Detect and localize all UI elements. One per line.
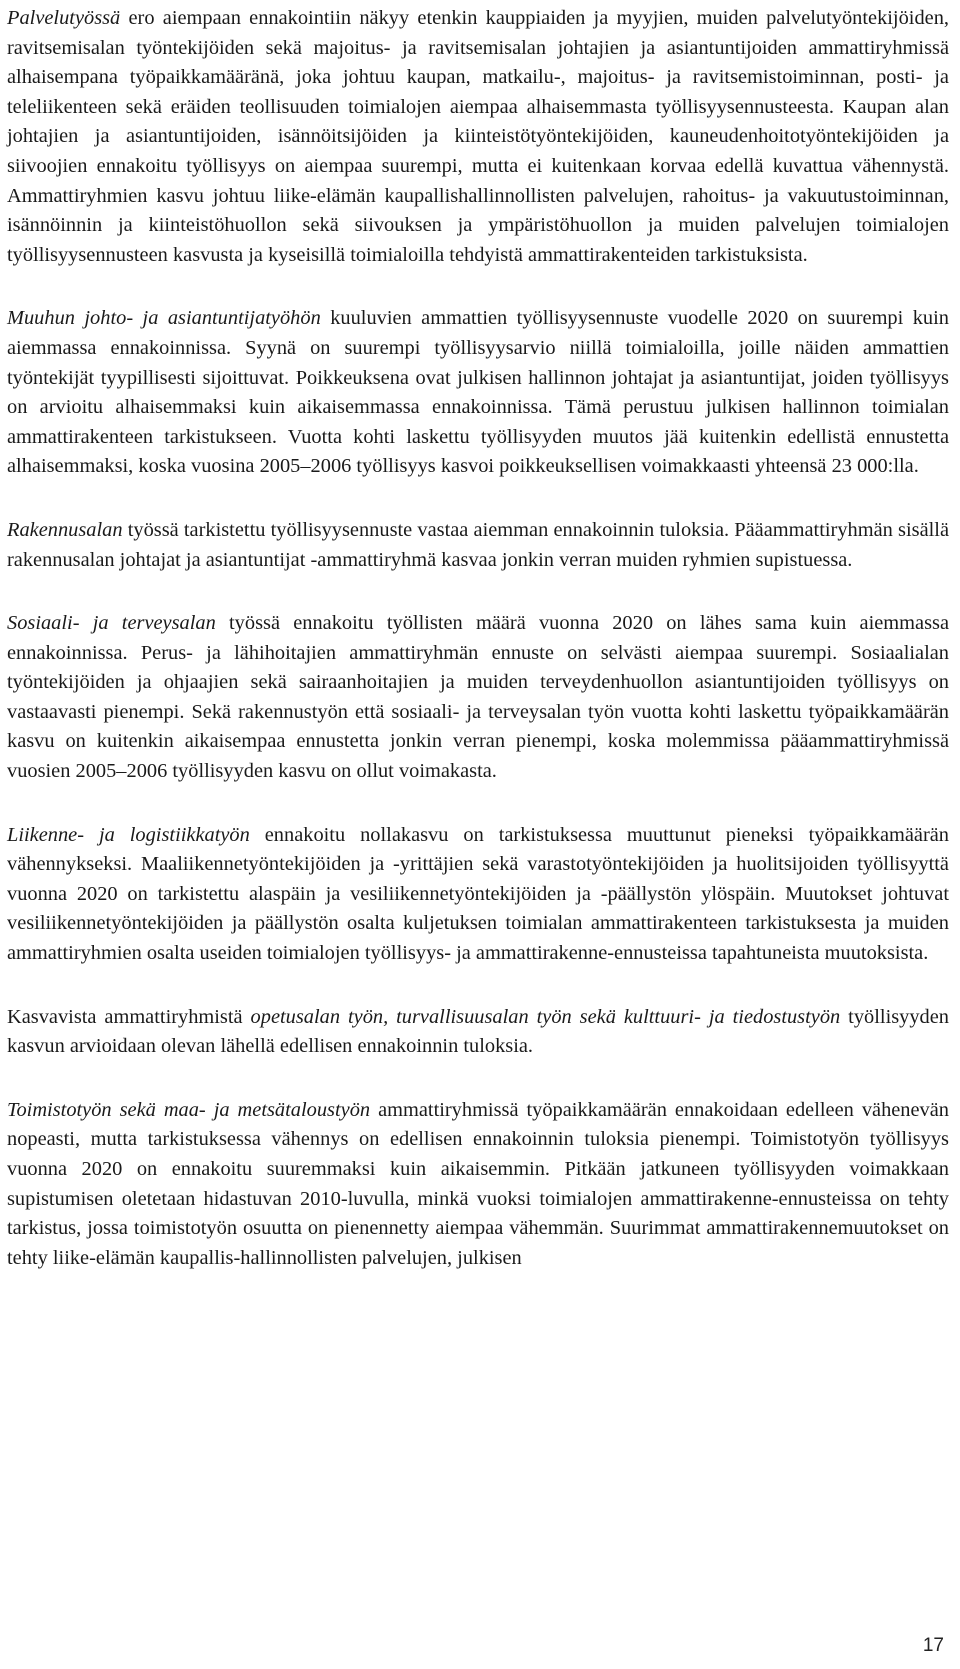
paragraph-text: kuuluvien ammattien työllisyysennuste vuodelle 2020 on suurempi kuin aiemmassa ennakoinnissa. Syynä on suurempi työllisyysarvio niillä toimialoilla, joille näiden ammattien työntekijät tyypillisesti sijoittuvat. Poikkeuksena ovat julkisen hallinnon johtajat ja asiantuntijat, joiden työllisyys on arvioitu alhaisemmaksi kuin aikaisemmassa ennakoinnissa. Tämä perustuu julkisen hallinnon toimialan ammattirakenteen tarkistukseen. Vuotta kohti laskettu työllisyyden muutos jää kuitenkin edellistä ennustetta alhaisemmaksi, koska vuosina 2005–2006 työllisyys kasvoi poikkeuksellisen voimakkaasti yhteensä 23 000:lla. xyxy=(7,307,949,478)
paragraph-term: Palvelutyössä xyxy=(7,7,121,29)
paragraph-text: ero aiempaan ennakointiin näkyy etenkin kauppiaiden ja myyjien, muiden palvelutyöntekijöiden, ravitsemisalan työntekijöiden sekä majoitus- ja ravitsemisalan johtajien ja asiantuntijoiden ammattiryhmissä alhaisempana työpaikkamääränä, joka johtuu kaupan, matkailu-, majoitus- ja ravitsemistoiminnan, posti- ja teleliikenteen sekä eräiden teollisuuden toimialojen aiempaa alhaisemmasta työllisyysennusteesta. Kaupan alan johtajien ja asiantuntijoiden, isännöitsijöiden ja kiinteistötyöntekijöiden, kauneudenhoitotyöntekijöiden ja siivoojien ennakoitu työllisyys on aiempaa suurempi, mutta ei kuitenkaan korvaa edellä kuvattua vähennystä. Ammattiryhmien kasvu johtuu liike-elämän kaupallishallinnollisten palvelujen, rahoitus- ja vakuutustoiminnan, isännöinnin ja kiinteistöhuollon sekä siivouksen ja ympäristöhuollon ja muiden palvelujen toimialojen työllisyysennusteen kasvusta ja kyseisillä toimialoilla tehdyistä ammattirakenteiden tarkistuksista. xyxy=(7,7,949,266)
paragraph-term: Toimistotyön sekä maa- ja metsätaloustyön xyxy=(7,1098,371,1121)
paragraph-text: työssä tarkistettu työllisyysennuste vastaa aiemman ennakoinnin tuloksia. Pääammattiryhmän sisällä rakennusalan johtajat ja asiantuntijat -ammattiryhmä kasvaa jonkin verran muiden ryhmien supistuessa. xyxy=(7,518,949,571)
paragraph-text: työssä ennakoitu työllisten määrä vuonna 2020 on lähes sama kuin aiemmassa ennakoinnissa. Perus- ja lähihoitajien ammattiryhmän ennuste on selvästi aiempaa suurempi. Sosiaalialan työntekijöiden ja ohjaajien sekä sairaanhoitajien ja muiden terveydenhuollon asiantuntijoiden työllisyys on vastaavasti pienempi. Sekä rakennustyön että sosiaali- ja terveysalan työn vuotta kohti laskettu työpaikkamäärän kasvu on kuitenkin aikaisempaa ennustetta jonkin verran pienempi, koska molemmissa pääammattiryhmissä vuosien 2005–2006 työllisyyden kasvu on ollut voimakasta. xyxy=(7,612,950,783)
page-number: 17 xyxy=(922,1635,944,1656)
paragraph-text: työllisyyden kasvun arvioidaan olevan lähellä edellisen ennakoinnin tuloksia. xyxy=(7,1005,949,1058)
paragraph-text: Kasvavista ammattiryhmistä xyxy=(7,1005,251,1028)
paragraph-text: ennakoitu nollakasvu on tarkistuksessa muuttunut pieneksi työpaikkamäärän vähennykseksi. Maaliikennetyöntekijöiden ja -yrittäjien sekä varastotyöntekijöiden ja huolitsijoiden työllisyyttä vuonna 2020 on tarkistettu alaspäin ja vesiliikennetyöntekijöiden ja -päällystön ylöspäin. Muutokset johtuvat vesiliikennetyöntekijöiden ja päällystön osalta kuljetuksen toimialan ammattirakenteen tarkistuksesta ja muiden ammattiryhmien osalta useiden toimialojen työllisyys- ja ammattirakenne-ennusteissa tapahtuneista muutoksista. xyxy=(7,823,949,965)
paragraph-palvelutyo xyxy=(7,4,949,270)
paragraph-kasvavat xyxy=(7,1003,949,1062)
paragraph-toimisto xyxy=(7,1096,949,1274)
paragraph-sosiaaliala xyxy=(7,609,949,787)
paragraph-text: ammattiryhmissä työpaikkamäärän ennakoidaan edelleen vähenevän nopeasti, mutta tarkistuksessa vähennys on edellisen ennakoinnin tuloksia pienempi. Toimistotyön työllisyys vuonna 2020 on ennakoitu suuremmaksi kuin aikaisemmin. Pitkään jatkuneen työllisyyden voimakkaan supistumisen oletetaan hidastuvan 2010-luvulla, minkä vuoksi toimialojen ammattirakenne-ennusteissa on tehty tarkistus, jossa toimistotyön osuutta on pienennetty aiempaa vähemmän. Suurimmat ammattirakennemuutokset on tehty liike-elämän kaupallis-hallinnollisten palvelujen, julkisen xyxy=(7,1098,949,1269)
paragraph-term: Muuhun johto- ja asiantuntijatyöhön xyxy=(7,307,321,330)
paragraph-rakennusala xyxy=(7,516,949,575)
paragraph-term: Sosiaali- ja terveysalan xyxy=(7,612,216,635)
paragraph-term: Liikenne- ja logistiikkatyön xyxy=(7,823,250,846)
paragraph-johtotyo xyxy=(7,304,949,482)
document-body xyxy=(7,4,949,1307)
paragraph-term: opetusalan työn, turvallisuusalan työn sekä kulttuuri- ja tiedostustyön xyxy=(250,1005,841,1028)
paragraph-term: Rakennusalan xyxy=(7,518,123,541)
paragraph-liikenne xyxy=(7,821,949,969)
